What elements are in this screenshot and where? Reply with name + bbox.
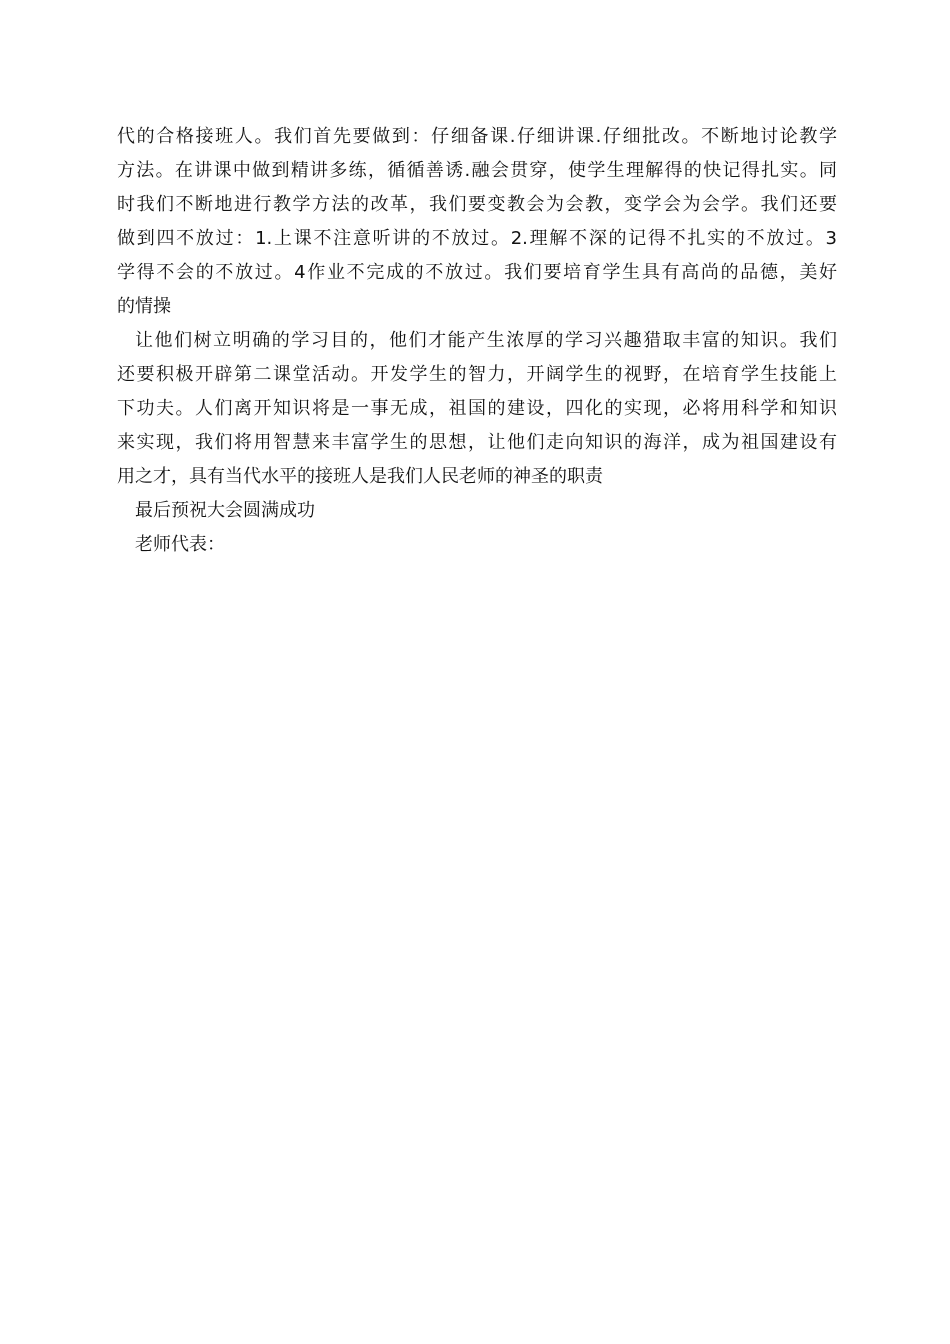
text-line: 下功夫。人们离开知识将是一事无成，祖国的建设，四化的实现，必将用科学和知识 bbox=[117, 398, 837, 419]
text-line: 的情操 bbox=[117, 296, 171, 317]
text-line: 用之才，具有当代水平的接班人是我们人民老师的神圣的职责 bbox=[117, 466, 603, 487]
text-line: 方法。在讲课中做到精讲多练，循循善诱.融会贯穿，使学生理解得的快记得扎实。同 bbox=[117, 160, 837, 181]
closing-line: 最后预祝大会圆满成功 bbox=[135, 500, 315, 521]
text-line: 让他们树立明确的学习目的，他们才能产生浓厚的学习兴趣猎取丰富的知识。我们 bbox=[135, 330, 837, 351]
paragraph-1 bbox=[117, 120, 837, 324]
paragraph-2 bbox=[117, 324, 837, 494]
document-body bbox=[117, 120, 837, 562]
text-line: 代的合格接班人。我们首先要做到：仔细备课.仔细讲课.仔细批改。不断地讨论教学 bbox=[117, 126, 837, 147]
text-line: 还要积极开辟第二课堂活动。开发学生的智力，开阔学生的视野，在培育学生技能上 bbox=[117, 364, 837, 385]
signature-line: 老师代表： bbox=[135, 534, 225, 555]
text-line: 学得不会的不放过。4作业不完成的不放过。我们要培育学生具有高尚的品德，美好 bbox=[117, 262, 837, 283]
text-line: 时我们不断地进行教学方法的改革，我们要变教会为会教，变学会为会学。我们还要 bbox=[117, 194, 837, 215]
text-line: 做到四不放过：1.上课不注意听讲的不放过。2.理解不深的记得不扎实的不放过。3 bbox=[117, 228, 837, 249]
text-line: 来实现，我们将用智慧来丰富学生的思想，让他们走向知识的海洋，成为祖国建设有 bbox=[117, 432, 837, 453]
